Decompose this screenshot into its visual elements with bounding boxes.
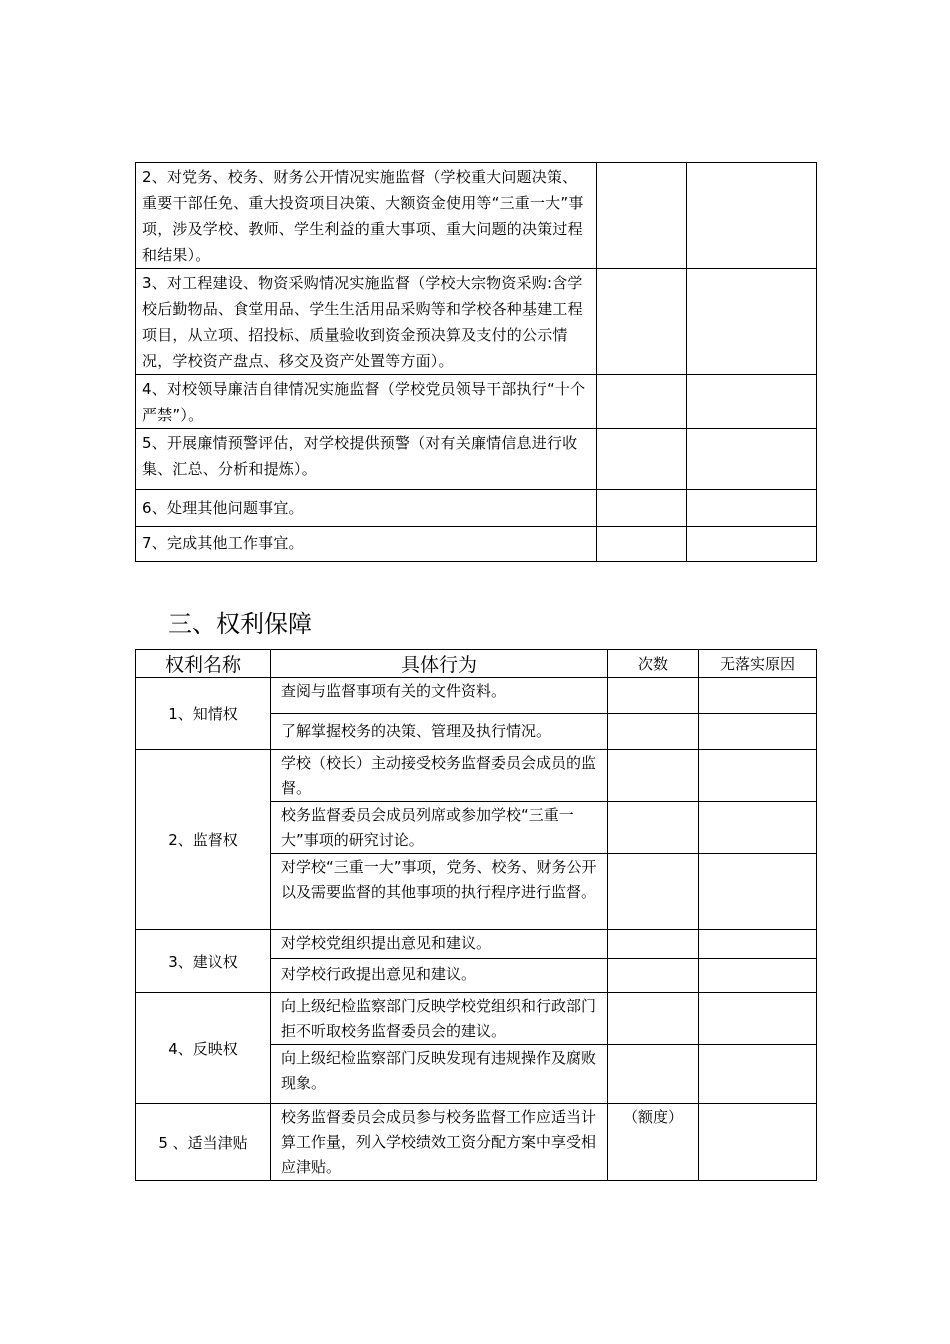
header-right-name: 权利名称 [136, 650, 271, 678]
duty-cell [597, 527, 687, 562]
right-action: 校务监督委员会成员列席或参加学校“三重一大”事项的研究讨论。 [271, 802, 608, 854]
count-cell [608, 750, 699, 802]
duty-text: 2、对党务、校务、财务公开情况实施监督（学校重大问题决策、重要干部任免、重大投资项目决策、大额资金使用等“三重一大”事项，涉及学校、教师、学生利益的重大事项、重大问题的决策过程和结果）。 [136, 163, 597, 269]
reason-cell [699, 959, 817, 993]
right-action: 对学校“三重一大”事项，党务、校务、财务公开以及需要监督的其他事项的执行程序进行监督。 [271, 854, 608, 930]
duty-cell [597, 375, 687, 429]
duty-cell [687, 490, 817, 527]
table-header-row [136, 650, 817, 678]
reason-cell [699, 1045, 817, 1104]
duty-text: 7、完成其他工作事宜。 [136, 527, 597, 562]
rights-table [135, 649, 817, 1181]
table-row [136, 1104, 817, 1181]
duty-text: 5、开展廉情预警评估，对学校提供预警（对有关廉情信息进行收集、汇总、分析和提炼）。 [136, 429, 597, 490]
reason-cell [699, 802, 817, 854]
count-cell [608, 1045, 699, 1104]
table-row [136, 993, 817, 1045]
duty-text: 4、对校领导廉洁自律情况实施监督（学校党员领导干部执行“十个严禁”）。 [136, 375, 597, 429]
duty-cell [597, 490, 687, 527]
count-cell [608, 854, 699, 930]
duty-row [136, 527, 817, 562]
duty-row [136, 375, 817, 429]
header-count: 次数 [608, 650, 699, 678]
duty-text: 3、对工程建设、物资采购情况实施监督（学校大宗物资采购:含学校后勤物品、食堂用品、学生生活用品采购等和学校各种基建工程项目，从立项、招投标、质量验收到资金预决算及支付的公示情况，学校资产盘点、移交及资产处置等方面）。 [136, 269, 597, 375]
count-cell [608, 959, 699, 993]
reason-cell [699, 714, 817, 750]
duty-cell [687, 429, 817, 490]
duty-cell [687, 527, 817, 562]
reason-cell [699, 678, 817, 714]
duty-cell [687, 375, 817, 429]
duty-cell [687, 269, 817, 375]
count-cell [608, 930, 699, 959]
duty-cell [597, 269, 687, 375]
count-cell [608, 802, 699, 854]
duty-cell [687, 163, 817, 269]
right-action: 向上级纪检监察部门反映发现有违规操作及腐败现象。 [271, 1045, 608, 1104]
count-cell [608, 714, 699, 750]
right-action: 对学校行政提出意见和建议。 [271, 959, 608, 993]
right-name: 1、知情权 [136, 678, 271, 750]
reason-cell [699, 750, 817, 802]
right-action: 向上级纪检监察部门反映学校党组织和行政部门拒不听取校务监督委员会的建议。 [271, 993, 608, 1045]
right-name: 2、监督权 [136, 750, 271, 930]
count-cell [608, 678, 699, 714]
right-name: 4、反映权 [136, 993, 271, 1104]
right-action: 查阅与监督事项有关的文件资料。 [271, 678, 608, 714]
right-action: 学校（校长）主动接受校务监督委员会成员的监督。 [271, 750, 608, 802]
reason-cell [699, 993, 817, 1045]
reason-cell [699, 1104, 817, 1181]
header-action: 具体行为 [271, 650, 608, 678]
header-reason: 无落实原因 [699, 650, 817, 678]
count-cell: （额度） [608, 1104, 699, 1181]
right-name: 3、建议权 [136, 930, 271, 993]
duty-cell [597, 429, 687, 490]
duty-text: 6、处理其他问题事宜。 [136, 490, 597, 527]
duty-row [136, 269, 817, 375]
table-row [136, 750, 817, 802]
duty-cell [597, 163, 687, 269]
count-cell [608, 993, 699, 1045]
reason-cell [699, 930, 817, 959]
duty-table [135, 162, 817, 562]
right-action: 了解掌握校务的决策、管理及执行情况。 [271, 714, 608, 750]
right-action: 对学校党组织提出意见和建议。 [271, 930, 608, 959]
right-action: 校务监督委员会成员参与校务监督工作应适当计算工作量，列入学校绩效工资分配方案中享受相应津贴。 [271, 1104, 608, 1181]
duty-row [136, 490, 817, 527]
duty-row [136, 163, 817, 269]
table-row [136, 930, 817, 959]
right-name: 5 、适当津贴 [136, 1104, 271, 1181]
reason-cell [699, 854, 817, 930]
duty-row [136, 429, 817, 490]
table-row [136, 678, 817, 714]
section-title: 三、权利保障 [168, 610, 312, 638]
